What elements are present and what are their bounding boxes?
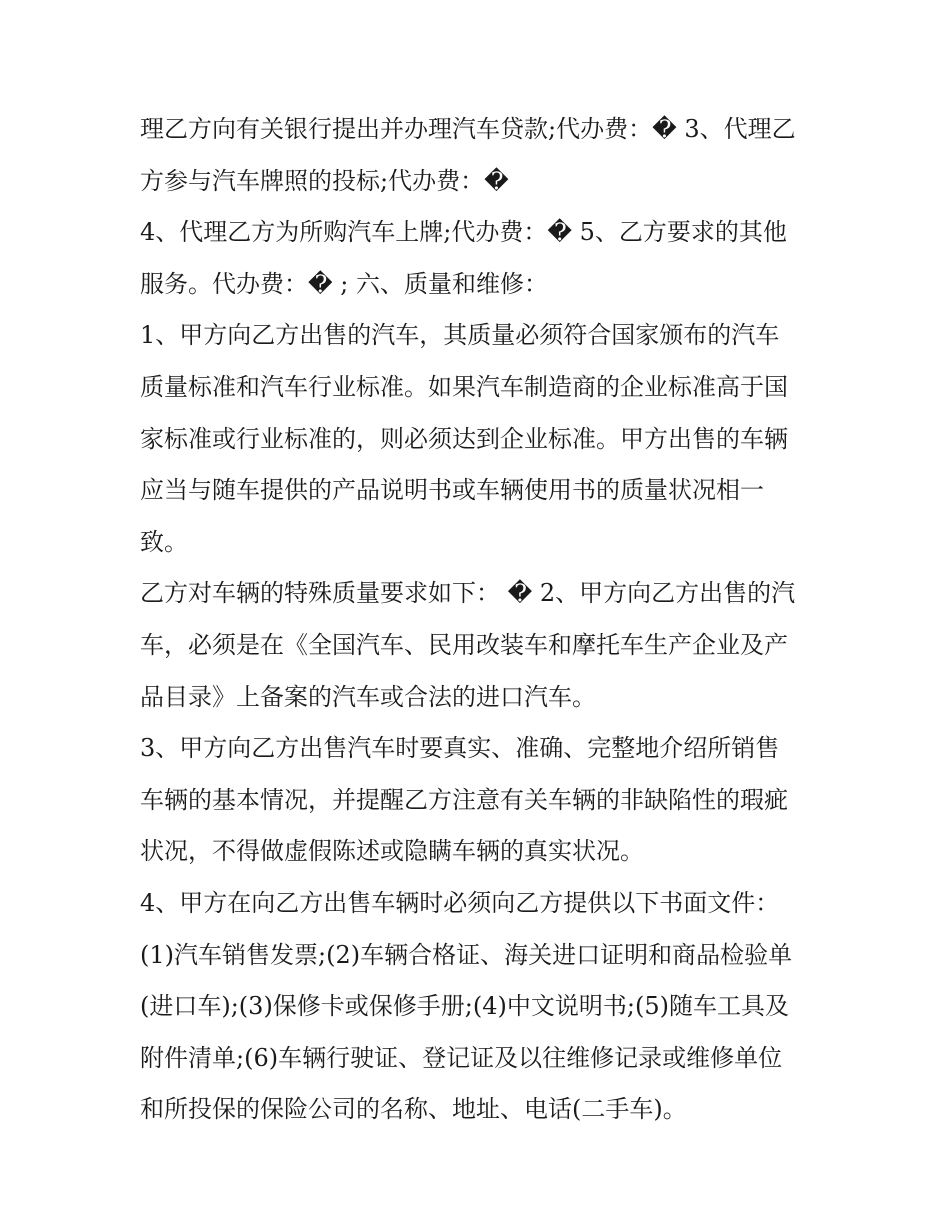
text-line: (进口车);(3)保修卡或保修手册;(4)中文说明书;(5)随车工具及 bbox=[140, 992, 789, 1021]
text-line: 和所投保的保险公司的名称、地址、电话(二手车)。 bbox=[140, 1095, 687, 1124]
text-line: 附件清单;(6)车辆行驶证、登记证及以往维修记录或维修单位 bbox=[140, 1043, 783, 1072]
text-line: 方参与汽车牌照的投标;代办费：� bbox=[140, 166, 509, 195]
text-line: 3、甲方向乙方出售汽车时要真实、准确、完整地介绍所销售 bbox=[140, 734, 780, 763]
text-line: 状况，不得做虚假陈述或隐瞒车辆的真实状况。 bbox=[140, 837, 644, 866]
text-line: 车辆的基本情况，并提醒乙方注意有关车辆的非缺陷性的瑕疵 bbox=[140, 785, 788, 814]
text-line: 致。 bbox=[140, 527, 188, 556]
text-line: 家标准或行业标准的，则必须达到企业标准。甲方出售的车辆 bbox=[140, 424, 788, 453]
text-line: 服务。代办费：� ; 六、质量和维修： bbox=[140, 269, 548, 298]
contract-text-block bbox=[140, 104, 830, 1136]
text-line: 1、甲方向乙方出售的汽车，其质量必须符合国家颁布的汽车 bbox=[140, 321, 780, 350]
text-line: 品目录》上备案的汽车或合法的进口汽车。 bbox=[140, 682, 596, 711]
text-line: (1)汽车销售发票;(2)车辆合格证、海关进口证明和商品检验单 bbox=[140, 940, 793, 969]
text-line: 乙方对车辆的特殊质量要求如下： � 2、甲方向乙方出售的汽 bbox=[140, 579, 796, 608]
text-line: 车，必须是在《全国汽车、民用改装车和摩托车生产企业及产 bbox=[140, 630, 788, 659]
text-line: 理乙方向有关银行提出并办理汽车贷款;代办费：� 3、代理乙 bbox=[140, 115, 796, 143]
text-line: 质量标准和汽车行业标准。如果汽车制造商的企业标准高于国 bbox=[140, 372, 788, 401]
text-line: 应当与随车提供的产品说明书或车辆使用书的质量状况相一 bbox=[140, 476, 764, 505]
text-line: 4、代理乙方为所购汽车上牌;代办费：� 5、乙方要求的其他 bbox=[140, 218, 787, 247]
text-line: 4、甲方在向乙方出售车辆时必须向乙方提供以下书面文件： bbox=[140, 888, 780, 917]
